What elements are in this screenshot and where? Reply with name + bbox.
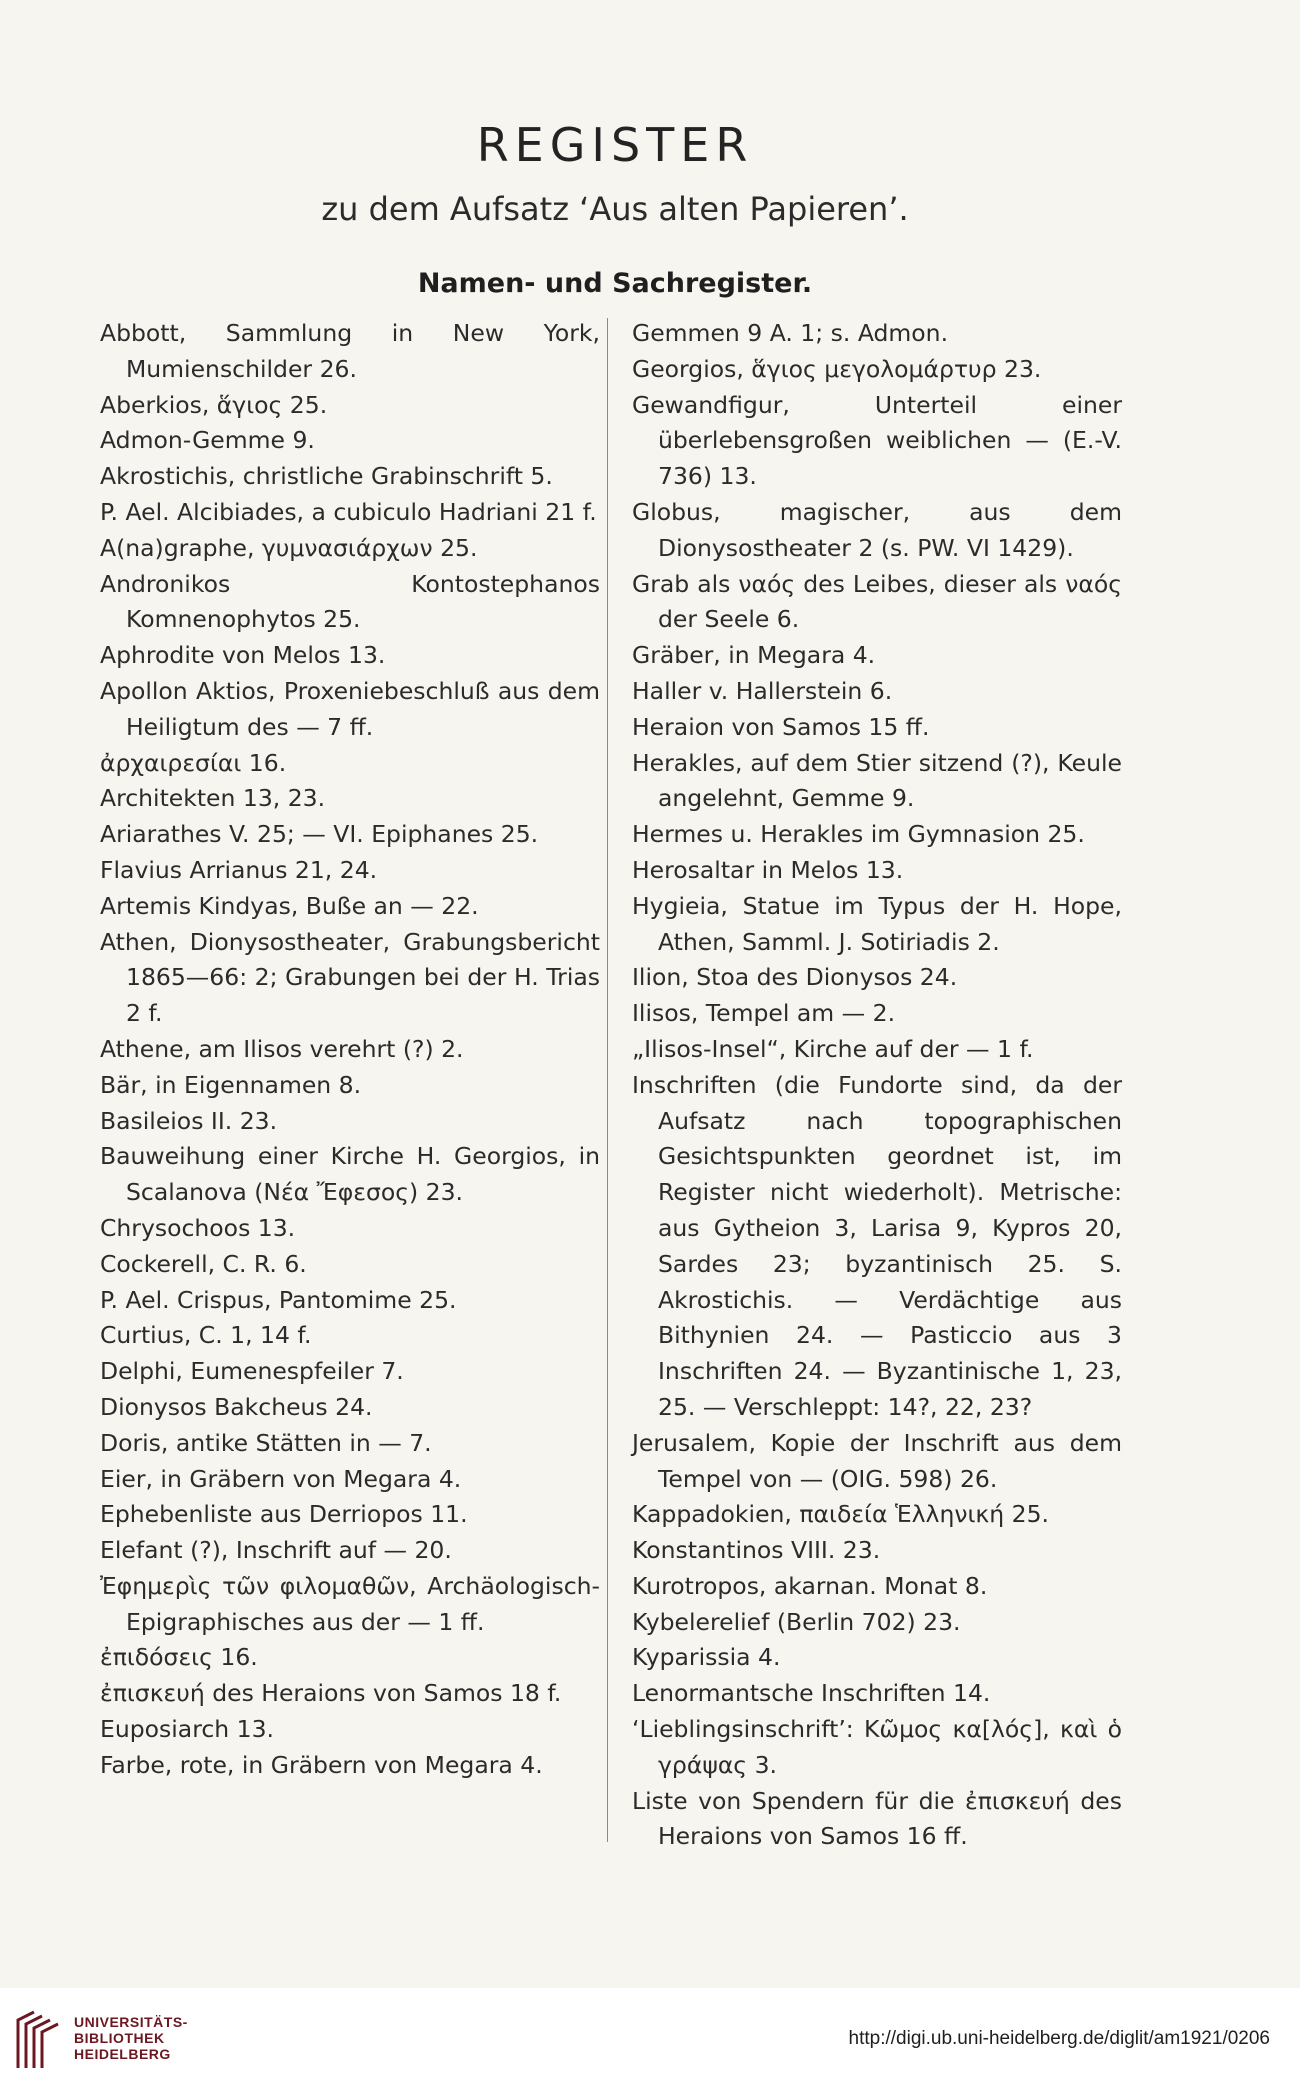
index-entry: „Ilisos-Insel“, Kirche auf der — 1 f. bbox=[632, 1034, 1034, 1063]
index-entry: Doris, antike Stätten in — 7. bbox=[100, 1428, 432, 1457]
index-entry: ‘Lieblingsinschrift’: Κῶμος κα[λός], καὶ ὁ γράψας 3. bbox=[632, 1715, 1122, 1779]
index-entry: Georgios, ἅγιος μεγολομάρτυρ 23. bbox=[632, 354, 1042, 383]
index-entry: Kurotropos, akarnan. Monat 8. bbox=[632, 1571, 988, 1600]
index-entry: Grab als ναός des Leibes, dieser als ναός der Seele 6. bbox=[632, 569, 1122, 634]
index-entry: Liste von Spendern für die ἐπισκευή des Heraions von Samos 16 ff. bbox=[632, 1786, 1122, 1851]
index-entry: ἐπισκευή des Heraions von Samos 18 f. bbox=[100, 1679, 562, 1708]
index-entry: ἀρχαιρεσίαι 16. bbox=[100, 748, 287, 777]
index-entry: Chrysochoos 13. bbox=[100, 1213, 296, 1242]
index-entry: Apollon Aktios, Proxeniebeschluß aus dem Heiligtum des — 7 ff. bbox=[100, 676, 600, 741]
index-entry: Architekten 13, 23. bbox=[100, 784, 326, 813]
index-entry: Artemis Kindyas, Buße an — 22. bbox=[100, 891, 479, 920]
index-entry: Jerusalem, Kopie der Inschrift aus dem Tempel von — (OIG. 598) 26. bbox=[632, 1428, 1122, 1493]
index-column-left bbox=[100, 316, 600, 1784]
index-entry: Konstantinos VIII. 23. bbox=[632, 1536, 881, 1565]
index-entry: Aberkios, ἅγιος 25. bbox=[100, 390, 328, 419]
index-entry: Herosaltar in Melos 13. bbox=[632, 855, 904, 884]
section-heading: Namen- und Sachregister. bbox=[417, 268, 813, 299]
index-entry: Kybelerelief (Berlin 702) 23. bbox=[632, 1607, 961, 1636]
index-entry: Andronikos Kontostephanos Komnenophytos 25. bbox=[100, 569, 600, 634]
column-divider bbox=[607, 318, 608, 1842]
index-entry: ἐπιδόσεις 16. bbox=[100, 1643, 258, 1672]
index-entry: Eier, in Gräbern von Megara 4. bbox=[100, 1464, 462, 1493]
index-entry: Ἐφημερὶς τῶν φιλομαθῶν, Archäologisch-Epigraphisches aus der — 1 ff. bbox=[100, 1571, 600, 1636]
page-title: REGISTER bbox=[476, 118, 754, 172]
index-entry: Gewandfigur, Unterteil einer überlebensgroßen weiblichen — (E.-V. 736) 13. bbox=[632, 390, 1122, 491]
index-entry: Herakles, auf dem Stier sitzend (?), Keule angelehnt, Gemme 9. bbox=[632, 748, 1122, 813]
index-entry: Athene, am Ilisos verehrt (?) 2. bbox=[100, 1034, 464, 1063]
index-entry: Ilion, Stoa des Dionysos 24. bbox=[632, 963, 958, 992]
index-entry: Ilisos, Tempel am — 2. bbox=[632, 999, 896, 1028]
index-entry: Cockerell, C. R. 6. bbox=[100, 1249, 307, 1278]
index-entry: P. Ael. Crispus, Pantomime 25. bbox=[100, 1285, 457, 1314]
index-entry: Hermes u. Herakles im Gymnasion 25. bbox=[632, 820, 1085, 849]
index-entry: Flavius Arrianus 21, 24. bbox=[100, 855, 378, 884]
index-entry: Basileios II. 23. bbox=[100, 1106, 278, 1135]
index-entry: Gräber, in Megara 4. bbox=[632, 641, 876, 670]
page-subtitle: zu dem Aufsatz ‘Aus alten Papieren’. bbox=[321, 190, 909, 228]
index-entry: P. Ael. Alcibiades, a cubiculo Hadriani 21 f. bbox=[100, 497, 597, 526]
index-column-right bbox=[632, 316, 1122, 1855]
index-entry: Ephebenliste aus Derriopos 11. bbox=[100, 1500, 468, 1529]
viewer-footer bbox=[0, 1988, 1300, 2096]
index-entry: Ariarathes V. 25; — VI. Epiphanes 25. bbox=[100, 820, 539, 849]
index-entry: Dionysos Bakcheus 24. bbox=[100, 1392, 373, 1421]
index-entry: Bauweihung einer Kirche H. Georgios, in Scalanova (Νέα Ἔφεσος) 23. bbox=[100, 1142, 600, 1207]
index-entry: Athen, Dionysostheater, Grabungsbericht 1865—66: 2; Grabungen bei der H. Trias 2 f. bbox=[100, 927, 600, 1028]
index-entry: Heraion von Samos 15 ff. bbox=[632, 712, 930, 741]
logo-line: BIBLIOTHEK bbox=[74, 2030, 165, 2046]
logo-line: UNIVERSITÄTS- bbox=[74, 2014, 188, 2030]
index-entry: Inschriften (die Fundorte sind, da der Aufsatz nach topographischen Gesichtspunkten geordnet ist, im Register nicht wiederholt). Metrische: aus Gytheion 3, Larisa 9, Kypros 20, Sardes 23; byzantinisch 25. S. Akrostichis. — Verdächtige aus Bithynien 24. — Pasticcio aus 3 Inschriften 24. — Byzantinische 1, 23, 25. — Verschleppt: 14?, 22, 23? bbox=[632, 1070, 1122, 1421]
index-entry: Bär, in Eigennamen 8. bbox=[100, 1070, 362, 1099]
index-entry: Euposiarch 13. bbox=[100, 1715, 275, 1744]
index-entry: A(na)graphe, γυμνασιάρχων 25. bbox=[100, 533, 478, 562]
library-logo-text bbox=[74, 2014, 188, 2062]
index-entry: Akrostichis, christliche Grabinschrift 5. bbox=[100, 462, 553, 491]
index-entry: Aphrodite von Melos 13. bbox=[100, 641, 386, 670]
library-logo-icon bbox=[14, 2010, 62, 2070]
index-entry: Haller v. Hallerstein 6. bbox=[632, 676, 893, 705]
index-entry: Admon-Gemme 9. bbox=[100, 426, 315, 455]
index-entry: Delphi, Eumenespfeiler 7. bbox=[100, 1357, 404, 1386]
index-entry: Kyparissia 4. bbox=[632, 1643, 781, 1672]
source-url[interactable]: http://digi.ub.uni-heidelberg.de/diglit/am1921/0206 bbox=[848, 2028, 1270, 2049]
index-entry: Hygieia, Statue im Typus der H. Hope, Athen, Samml. J. Sotiriadis 2. bbox=[632, 891, 1122, 956]
index-entry: Gemmen 9 A. 1; s. Admon. bbox=[632, 319, 949, 347]
index-entry: Kappadokien, παιδεία Ἑλληνική 25. bbox=[632, 1500, 1050, 1529]
index-entry: Elefant (?), Inschrift auf — 20. bbox=[100, 1536, 452, 1565]
logo-line: HEIDELBERG bbox=[74, 2046, 171, 2062]
index-entry: Farbe, rote, in Gräbern von Megara 4. bbox=[100, 1750, 543, 1779]
index-entry: Curtius, C. 1, 14 f. bbox=[100, 1321, 312, 1350]
index-entry: Lenormantsche Inschriften 14. bbox=[632, 1679, 991, 1708]
index-entry: Globus, magischer, aus dem Dionysostheater 2 (s. PW. VI 1429). bbox=[632, 497, 1122, 562]
index-entry: Abbott, Sammlung in New York, Mumienschilder 26. bbox=[100, 319, 600, 383]
